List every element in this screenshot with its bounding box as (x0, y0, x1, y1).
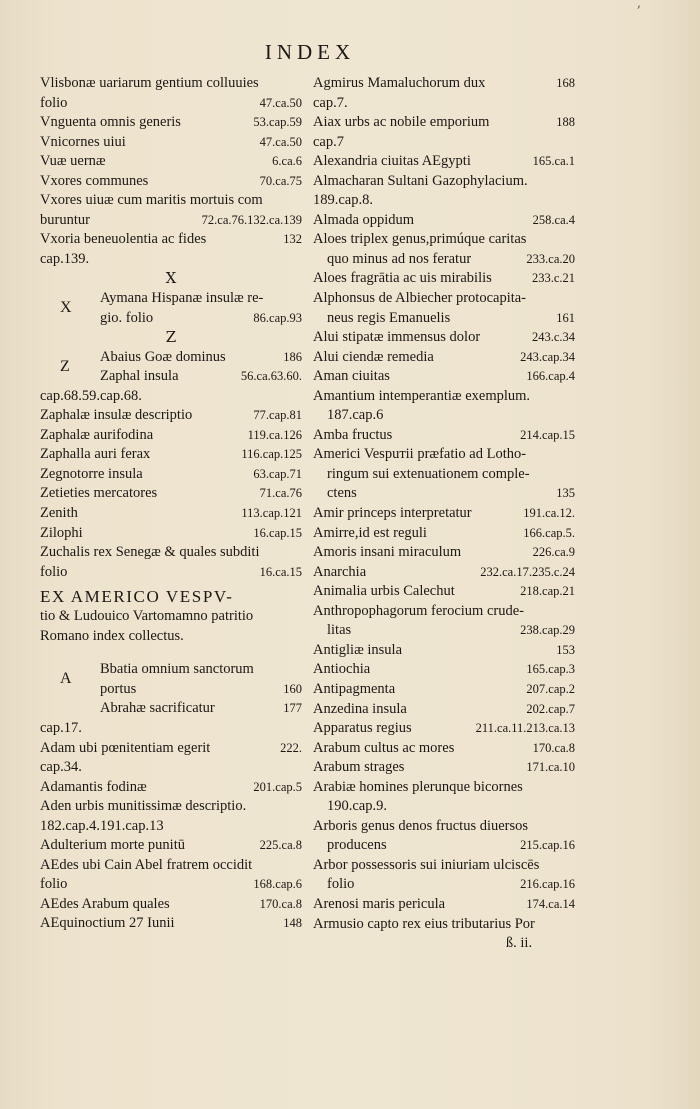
entry-ref: 174.ca.14 (526, 896, 575, 911)
a-entry-line-1: Bbatia omnium sanctorum (100, 661, 254, 678)
entry-ref: 211.ca.11.213.ca.13 (475, 721, 575, 736)
index-entry (313, 543, 575, 563)
entry-ref: 161 (556, 310, 575, 325)
entry-text: Anzedina insula (313, 700, 407, 717)
section-subtitle-1: tio & Ludouico Vartomamno patritio (40, 608, 254, 625)
entry-text: Apparatus regius (313, 720, 412, 737)
entry-ref: 202.cap.7 (526, 701, 575, 716)
entry-text: gio. folio (100, 309, 154, 326)
index-entry (313, 758, 575, 778)
index-entry (40, 426, 302, 446)
index-entry (313, 836, 575, 856)
index-entry (40, 895, 302, 915)
entry-text: Agmirus Mamaluchorum dux (313, 75, 486, 91)
section-gap (40, 646, 302, 660)
entry-text: Amir princeps interpretatur (313, 505, 472, 522)
index-entry-line: Aden urbis munitissimæ descriptio. (40, 798, 247, 815)
entry-text: AEdes Arabum quales (40, 895, 170, 912)
entry-ref: 116.cap.125 (241, 447, 302, 462)
z-entry-second (100, 367, 302, 387)
index-entry (313, 113, 575, 133)
entry-ref: 132 (283, 232, 302, 247)
entry-ref: 258.ca.4 (532, 212, 575, 227)
z-initial: Z (60, 357, 70, 375)
index-entry (313, 367, 575, 387)
entry-text: Vxores communes (40, 172, 149, 189)
z-heading: Z (165, 328, 177, 347)
index-entry (313, 641, 575, 661)
index-entry (313, 211, 575, 231)
entry-ref: 6.ca.6 (272, 154, 302, 169)
entry-ref: 218.cap.21 (520, 584, 575, 599)
index-entry (40, 914, 302, 934)
index-entry (313, 700, 575, 720)
entry-text: Zaphal insula (100, 368, 179, 385)
entry-text: producens (327, 837, 387, 854)
index-entry-line: 187.cap.6 (327, 407, 384, 424)
entry-ref: 53.cap.59 (253, 115, 302, 130)
left-column (40, 74, 302, 934)
entry-ref: 160 (283, 681, 302, 696)
entry-ref: 86.cap.93 (253, 310, 302, 325)
left-entries-c (40, 719, 302, 934)
index-entry-line: cap.34. (40, 759, 82, 776)
entry-ref: 216.cap.16 (520, 877, 575, 892)
index-entry-line: Amantium intemperantiæ exemplum. (313, 387, 531, 404)
entry-text: Zaphalla auri ferax (40, 446, 151, 463)
index-entry-line: cap.7. (313, 94, 348, 111)
right-entries (313, 74, 575, 934)
x-entry-line: Aymana Hispanæ insulæ re- (100, 290, 264, 307)
entry-text: Almada oppidum (313, 211, 415, 228)
index-entry-line: Zuchalis rex Senegæ & quales subditi (40, 544, 260, 561)
index-entry (313, 719, 575, 739)
entry-text: Adamantis fodinæ (40, 778, 147, 795)
index-entry-line: Vxores uiuæ cum maritis mortuis com (40, 192, 263, 209)
entry-ref: 47.ca.50 (259, 95, 302, 110)
entry-ref: 233.ca.20 (526, 251, 575, 266)
index-entry (313, 739, 575, 759)
entry-text: Adam ubi pœnitentiam egerit (40, 739, 211, 756)
index-entry (40, 172, 302, 192)
index-entry-line: Anthropophagorum ferocium crude- (313, 602, 524, 619)
entry-ref: 119.ca.126 (247, 427, 302, 442)
index-entry (40, 113, 302, 133)
x-entry (40, 289, 302, 328)
entry-ref: 215.cap.16 (520, 838, 575, 853)
section-title: EX AMERICO VESPV- (40, 587, 234, 607)
index-entry (40, 524, 302, 544)
x-entry-last (100, 309, 302, 329)
left-entries-a (40, 74, 302, 269)
entry-ref: 148 (283, 916, 302, 931)
entry-text: buruntur (40, 211, 90, 228)
entry-text: Alexandria ciuitas AEgypti (313, 153, 471, 170)
entry-ref: 63.cap.71 (253, 466, 302, 481)
entry-ref: 226.ca.9 (532, 545, 575, 560)
entry-ref: 177 (283, 701, 302, 716)
index-entry (313, 348, 575, 368)
entry-ref: 233.c.21 (531, 271, 575, 286)
entry-ref: 71.ca.76 (259, 486, 302, 501)
entry-text: Zetieties mercatores (40, 485, 158, 502)
entry-ref: 191.ca.12. (523, 506, 575, 521)
index-entry-line: Arbor possessoris sui iniuriam ulciscēs (313, 856, 540, 873)
index-entry-line: Arabiæ homines plerunque bicornes (313, 778, 523, 795)
entry-ref: 243.c.34 (531, 330, 575, 345)
entry-ref: 168 (556, 76, 575, 90)
index-entry (40, 739, 302, 759)
entry-text: Amba fructus (313, 426, 393, 443)
index-entry (313, 680, 575, 700)
entry-ref: 238.cap.29 (520, 623, 575, 638)
entry-text: neus regis Emanuelis (327, 309, 451, 326)
index-entry-line: Americi Vespuтii præfatio ad Lotho- (313, 446, 527, 463)
entry-ref: 153 (556, 642, 575, 657)
entry-ref: 225.ca.8 (259, 838, 302, 853)
entry-ref: 188 (556, 115, 575, 130)
entry-ref: 222. (280, 740, 302, 755)
z-entry-first (100, 348, 302, 368)
index-entry (313, 875, 575, 895)
entry-text: Vnguenta omnis generis (40, 114, 181, 131)
entry-text: Aiax urbs ac nobile emporium (313, 114, 490, 131)
entry-text: folio (40, 876, 68, 893)
entry-text: folio (40, 94, 68, 111)
entry-ref: 77.cap.81 (253, 408, 302, 423)
index-entry-line: 189.cap.8. (313, 192, 373, 209)
entry-text: ctens (327, 485, 357, 502)
entry-text: Zaphalæ aurifodina (40, 426, 154, 443)
entry-ref: 47.ca.50 (259, 134, 302, 149)
entry-ref: 56.ca.63.60. (240, 369, 302, 384)
entry-text: Arabum cultus ac mores (313, 739, 455, 756)
index-entry (313, 504, 575, 524)
index-entry (313, 269, 575, 289)
index-entry (40, 211, 302, 231)
entry-text: portus (100, 680, 137, 697)
a-entry-line-3 (100, 699, 302, 719)
index-entry-line: cap.17. (40, 719, 82, 736)
entry-ref: 72.ca.76.132.ca.139 (201, 212, 302, 227)
section-subtitle-2: Romano index collectus. (40, 627, 184, 644)
x-heading: X (165, 269, 177, 288)
index-entry-line: cap.7 (313, 133, 344, 150)
entry-text: Vxoria beneuolentia ac fides (40, 231, 207, 248)
entry-ref: 201.cap.5 (253, 779, 302, 794)
entry-ref: 135 (556, 486, 575, 501)
index-entry-line: Aloes triplex genus,primúque caritas (313, 231, 527, 248)
entry-text: Arabum strages (313, 759, 405, 776)
entry-text: Anarchia (313, 563, 367, 580)
index-entry-line: cap.139. (40, 250, 90, 267)
index-entry (313, 895, 575, 915)
entry-text: Animalia urbis Calechut (313, 583, 455, 600)
index-entry-line: Armusio capto rex eius tributarius Por (313, 915, 535, 932)
index-entry (313, 250, 575, 270)
index-entry (40, 484, 302, 504)
index-entry (40, 152, 302, 172)
index-entry (313, 660, 575, 680)
entry-text: Adulterium morte punitū (40, 837, 185, 854)
entry-ref: 166.cap.4 (526, 369, 575, 384)
z-entry (40, 348, 302, 387)
entry-ref: 70.ca.75 (259, 173, 302, 188)
entry-text: Arenosi maris pericula (313, 895, 446, 912)
entry-text: litas (327, 622, 352, 639)
index-entry (40, 465, 302, 485)
entry-text: AEquinoctium 27 Iunii (40, 915, 175, 932)
index-entry (313, 309, 575, 329)
entry-ref: 165.cap.3 (526, 662, 575, 677)
entry-ref: 168.cap.6 (253, 877, 302, 892)
index-entry-line: Almacharan Sultani Gazophylacium. (313, 172, 528, 189)
entry-text: Amoris insani miraculum (313, 544, 462, 561)
entry-text: Zegnotorre insula (40, 465, 143, 482)
index-entry-line: 190.cap.9. (327, 798, 387, 815)
index-entry-line: Arboris genus denos fructus diuersos (313, 817, 529, 834)
index-entry (40, 406, 302, 426)
index-entry-line: 182.cap.4.191.cap.13 (40, 817, 164, 834)
entry-text: Alui ciendæ remedia (313, 348, 434, 365)
index-entry (313, 582, 575, 602)
index-entry-line: ringum sui extenuationem comple- (327, 465, 530, 482)
index-entry (313, 621, 575, 641)
left-entries-b (40, 387, 302, 582)
index-entry-line: cap.68.59.cap.68. (40, 387, 142, 404)
index-entry-line: AEdes ubi Cain Abel fratrem occidit (40, 856, 253, 873)
entry-text: Abrahæ sacrificatur (100, 700, 215, 717)
index-entry (40, 875, 302, 895)
index-entry (313, 563, 575, 583)
index-entry-line: Alphonsus de Albiecher protocapita- (313, 290, 527, 307)
entry-ref: 16.ca.15 (259, 564, 302, 579)
entry-ref: 170.ca.8 (532, 740, 575, 755)
entry-ref: 166.cap.5. (523, 525, 575, 540)
index-entry (40, 94, 302, 114)
entry-text: Vnicornes uiui (40, 133, 126, 150)
a-entry (40, 660, 302, 719)
index-entry (40, 836, 302, 856)
entry-ref: 171.ca.10 (526, 760, 575, 775)
index-entry-line: Vlisbonæ uariarum gentium colluuies (40, 75, 259, 91)
index-entry (40, 778, 302, 798)
a-initial: A (60, 670, 72, 688)
index-entry (313, 426, 575, 446)
entry-text: folio (40, 563, 68, 580)
a-entry-line-2 (100, 680, 302, 700)
catchword: ß. ii. (505, 935, 533, 952)
entry-text: Aman ciuitas (313, 368, 390, 385)
entry-text: folio (327, 876, 355, 893)
index-entry (40, 504, 302, 524)
entry-text: Vuæ uernæ (40, 153, 106, 170)
entry-ref: 170.ca.8 (259, 896, 302, 911)
index-entry (40, 133, 302, 153)
index-entry (313, 152, 575, 172)
entry-ref: 186 (283, 349, 302, 364)
entry-ref: 232.ca.17.235.c.24 (480, 564, 575, 579)
entry-text: Alui stipatæ immensus dolor (313, 329, 481, 346)
index-entry (40, 445, 302, 465)
entry-text: Zilophi (40, 524, 83, 541)
entry-text: Antigliæ insula (313, 641, 403, 658)
corner-mark: ʼ (636, 4, 641, 20)
entry-ref: 113.cap.121 (241, 506, 302, 521)
entry-text: Abaius Goæ dominus (100, 348, 226, 365)
entry-text: Zenith (40, 505, 78, 522)
index-entry (313, 74, 575, 94)
entry-ref: 16.cap.15 (253, 525, 302, 540)
index-entry (313, 328, 575, 348)
entry-text: Antipagmenta (313, 680, 396, 697)
entry-ref: 207.cap.2 (526, 681, 575, 696)
entry-text: Aloes fragrātia ac uis mirabilis (313, 270, 492, 287)
entry-text: Antiochia (313, 661, 371, 678)
entry-text: quo minus ad nos feratur (327, 250, 472, 267)
entry-text: Amirre,id est reguli (313, 524, 427, 541)
page-header: INDEX (264, 40, 356, 64)
entry-ref: 243.cap.34 (520, 349, 575, 364)
entry-text: Zaphalæ insulæ descriptio (40, 407, 193, 424)
right-column (313, 74, 575, 954)
index-entry (40, 563, 302, 583)
index-entry (313, 484, 575, 504)
entry-ref: 165.ca.1 (532, 154, 575, 169)
index-entry (313, 524, 575, 544)
x-initial: X (60, 299, 72, 317)
entry-ref: 214.cap.15 (520, 427, 575, 442)
index-entry (40, 230, 302, 250)
